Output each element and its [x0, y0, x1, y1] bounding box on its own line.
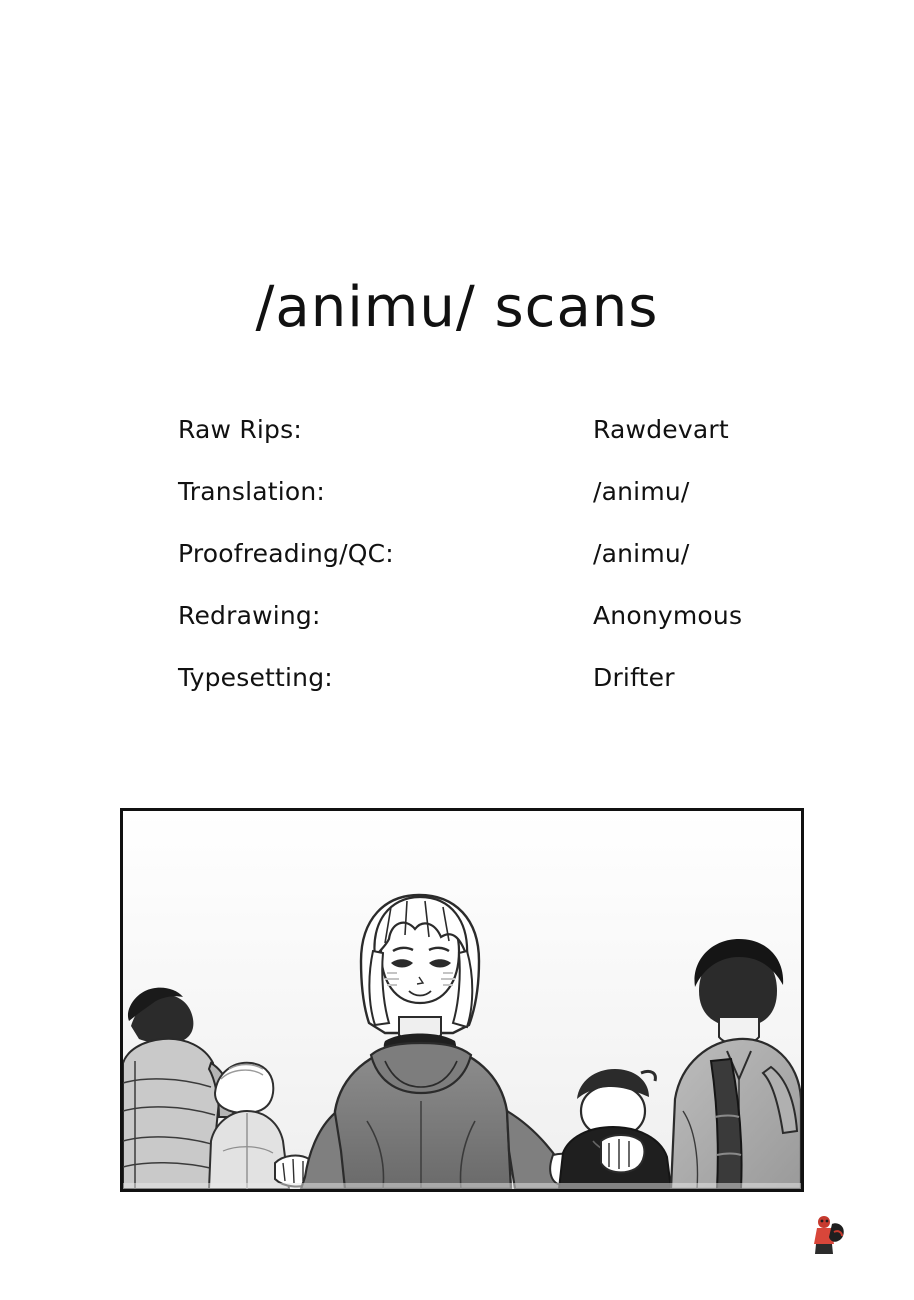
credit-name: /animu/ [593, 539, 690, 568]
table-row [178, 477, 778, 539]
panel-artwork [123, 811, 801, 1189]
credit-role: Translation: [178, 477, 326, 506]
credit-role: Redrawing: [178, 601, 321, 630]
scanlation-mascot-icon [804, 1210, 852, 1258]
credit-name: Drifter [593, 663, 675, 692]
table-row [178, 539, 778, 601]
credit-role: Typesetting: [178, 663, 333, 692]
credit-name: Anonymous [593, 601, 743, 630]
credit-name: /animu/ [593, 477, 690, 506]
table-row [178, 415, 778, 477]
credits-table [178, 415, 778, 725]
table-row [178, 663, 778, 725]
manga-panel [120, 808, 804, 1192]
page-title: /animu/ scans [255, 275, 659, 340]
credit-name: Rawdevart [593, 415, 729, 444]
table-row [178, 601, 778, 663]
credit-role: Proofreading/QC: [178, 539, 394, 568]
credit-role: Raw Rips: [178, 415, 302, 444]
